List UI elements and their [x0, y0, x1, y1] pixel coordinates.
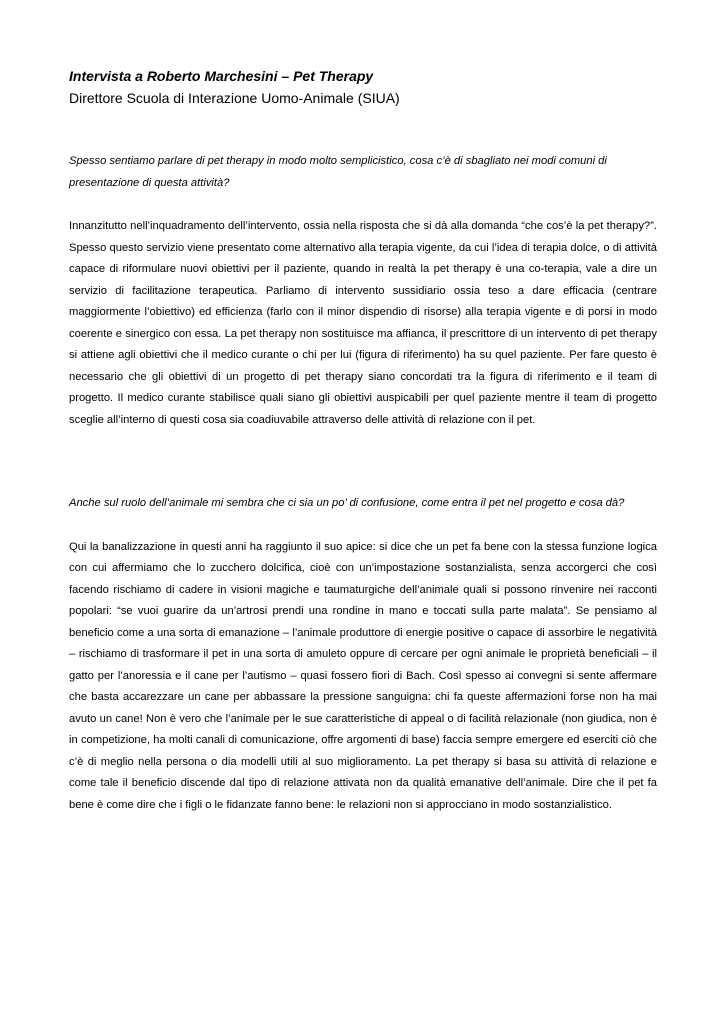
document-subtitle: Direttore Scuola di Interazione Uomo-Animale (SIUA)	[69, 90, 400, 106]
document-page	[69, 66, 657, 816]
answer-2: Qui la banalizzazione in questi anni ha raggiunto il suo apice: si dice che un pet fa bene con la stessa funzione logica con cui affermiamo che lo zucchero dolcifica, cioè con un’impostazione sostanzialista, senza accorgerci che così facendo rischiamo di cadere in visioni magiche e taumaturgiche dell’animale quali si possono rinvenire nei racconti popolari: “se vuoi guarire da un’artrosi prendi una rondine in mano e toccati sulla parte malata”. Se pensiamo al beneficio come a una sorta di emanazione – l’animale produttore di energie positive o capace di assorbire le negatività – rischiamo di trasformare il pet in una sorta di amuleto oppure di cercare per ogni animale le proprietà beneficiali – il gatto per l’anoressia e il cane per l’autismo – quasi fossero fiori di Bach. Così spesso ai convegni si sente affermare che basta accarezzare un cane per abbassare la pressione sanguigna: chi fa queste affermazioni forse non ha mai avuto un cane! Non è vero che l’animale per le sue caratteristiche di appeal o di facilità relazionale (non giudica, non è in competizione, ha molti canali di comunicazione, offre argomenti di base) faccia sempre emergere ed eserciti ciò che c’è di meglio nella persona o dia modelli utili al suo miglioramento. La pet therapy si basa su attività di relazione e come tale il beneficio discende dal tipo di relazione attivata non da qualità emanative dell’animale. Dire che il pet fa bene è come dire che i figli o le fidanzate fanno bene: le relazioni non si approcciano in modo sostanzialistico.	[69, 540, 657, 811]
answer-1: Innanzitutto nell’inquadramento dell’intervento, ossia nella risposta che si dà alla domanda “che cos’è la pet therapy?”. Spesso questo servizio viene presentato come alternativo alla terapia vigente, da cui l’idea di terapia dolce, o di attività capace di riformulare nuovi obiettivi per il paziente, quando in realtà la pet therapy è una co-terapia, vale a dire un servizio di facilitazione terapeutica. Parliamo di intervento sussidiario ossia teso a dare efficacia (centrare maggiormente l’obiettivo) ed efficienza (farlo con il minor dispendio di risorse) alla terapia vigente e di porsi in modo coerente e sinergico con essa. La pet therapy non sostituisce ma affianca, il prescrittore di un intervento di pet therapy si attiene agli obiettivi che il medico curante o chi per lui (figura di riferimento) ha su quel paziente. Per fare questo è necessario che gli obiettivi di un progetto di pet therapy siano concordati tra la figura di riferimento e il team di progetto. Il medico curante stabilisce quali siano gli obiettivi auspicabili per quel paziente mentre il team di progetto sceglie all’interno di questi cosa sia coadiuvabile attraverso delle attività di relazione con il pet.	[69, 220, 657, 426]
question-1: Spesso sentiamo parlare di pet therapy in modo molto semplicistico, cosa c’è di sbagliato nei modi comuni di presentazione di questa attività?	[69, 155, 607, 189]
document-title: Intervista a Roberto Marchesini – Pet Therapy	[69, 68, 374, 84]
question-2: Anche sul ruolo dell’animale mi sembra che ci sia un po’ di confusione, come entra il pet nel progetto e cosa dà?	[69, 497, 625, 509]
